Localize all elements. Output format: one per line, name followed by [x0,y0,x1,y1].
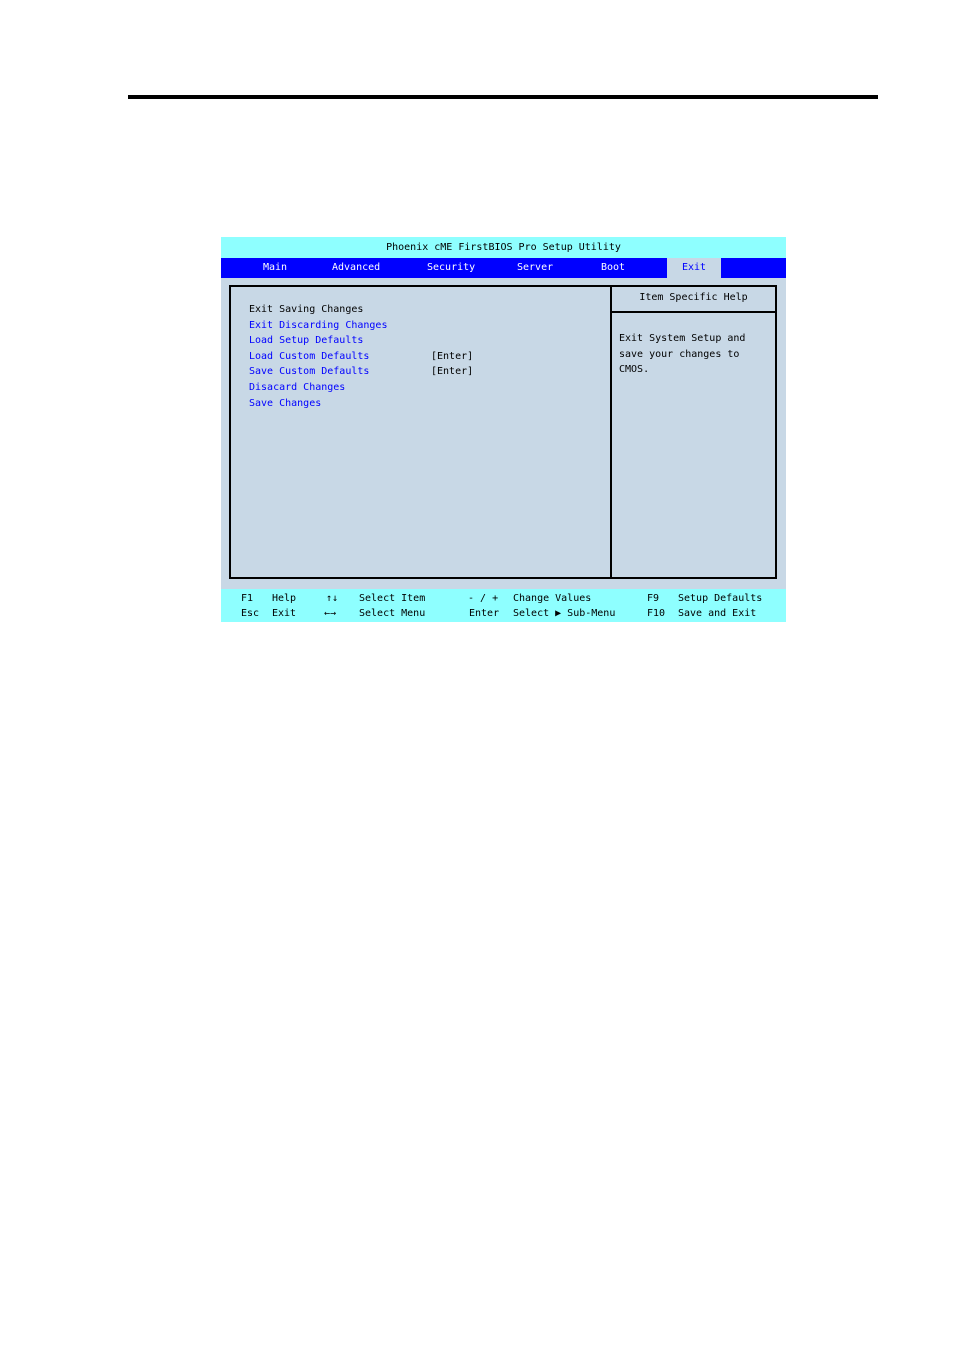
key-help-footer [221,589,786,622]
footer-desc: Save and Exit [678,608,757,619]
save-custom-defaults-value[interactable]: [Enter] [431,366,474,377]
footer-key: F9 [647,593,660,604]
bios-setup-window [221,237,786,622]
tab-security[interactable]: Security [427,262,476,273]
help-line: Exit System Setup and [619,333,746,344]
window-title: Phoenix cME FirstBIOS Pro Setup Utility [221,237,786,258]
footer-desc: Select Menu [359,608,426,619]
footer-desc: Select Item [359,593,426,604]
menu-bar [221,258,786,278]
page-top-rule [128,95,878,99]
menu-item-save-custom-defaults[interactable]: Save Custom Defaults [249,366,370,377]
help-title: Item Specific Help [639,292,748,303]
menu-item-exit-discarding-changes[interactable]: Exit Discarding Changes [249,320,388,331]
help-line: save your changes to [619,349,740,360]
tab-boot[interactable]: Boot [601,262,626,273]
footer-key: Enter [469,608,500,619]
tab-exit[interactable]: Exit [667,258,721,278]
menu-item-save-changes[interactable]: Save Changes [249,398,322,409]
panel-divider [610,287,612,577]
menu-item-disacard-changes[interactable]: Disacard Changes [249,382,346,393]
help-line: CMOS. [619,364,650,375]
main-panel [229,285,777,579]
left-right-arrows-icon: ←→ [324,608,337,619]
menu-item-load-setup-defaults[interactable]: Load Setup Defaults [249,335,364,346]
footer-desc: Change Values [513,593,592,604]
footer-key: Esc [241,608,260,619]
footer-desc: Help [272,593,297,604]
tab-server[interactable]: Server [517,262,554,273]
menu-item-exit-saving-changes[interactable]: Exit Saving Changes [249,304,364,315]
footer-desc: Exit [272,608,297,619]
footer-key: F1 [241,593,254,604]
menu-item-load-custom-defaults[interactable]: Load Custom Defaults [249,351,370,362]
footer-desc: Setup Defaults [678,593,763,604]
tab-advanced[interactable]: Advanced [332,262,381,273]
tab-main[interactable]: Main [263,262,288,273]
load-custom-defaults-value[interactable]: [Enter] [431,351,474,362]
footer-desc: Select ▶ Sub-Menu [513,608,616,619]
footer-key: - / + [468,593,499,604]
up-down-arrows-icon: ↑↓ [326,593,339,604]
help-title-rule [612,311,775,313]
footer-key: F10 [647,608,666,619]
